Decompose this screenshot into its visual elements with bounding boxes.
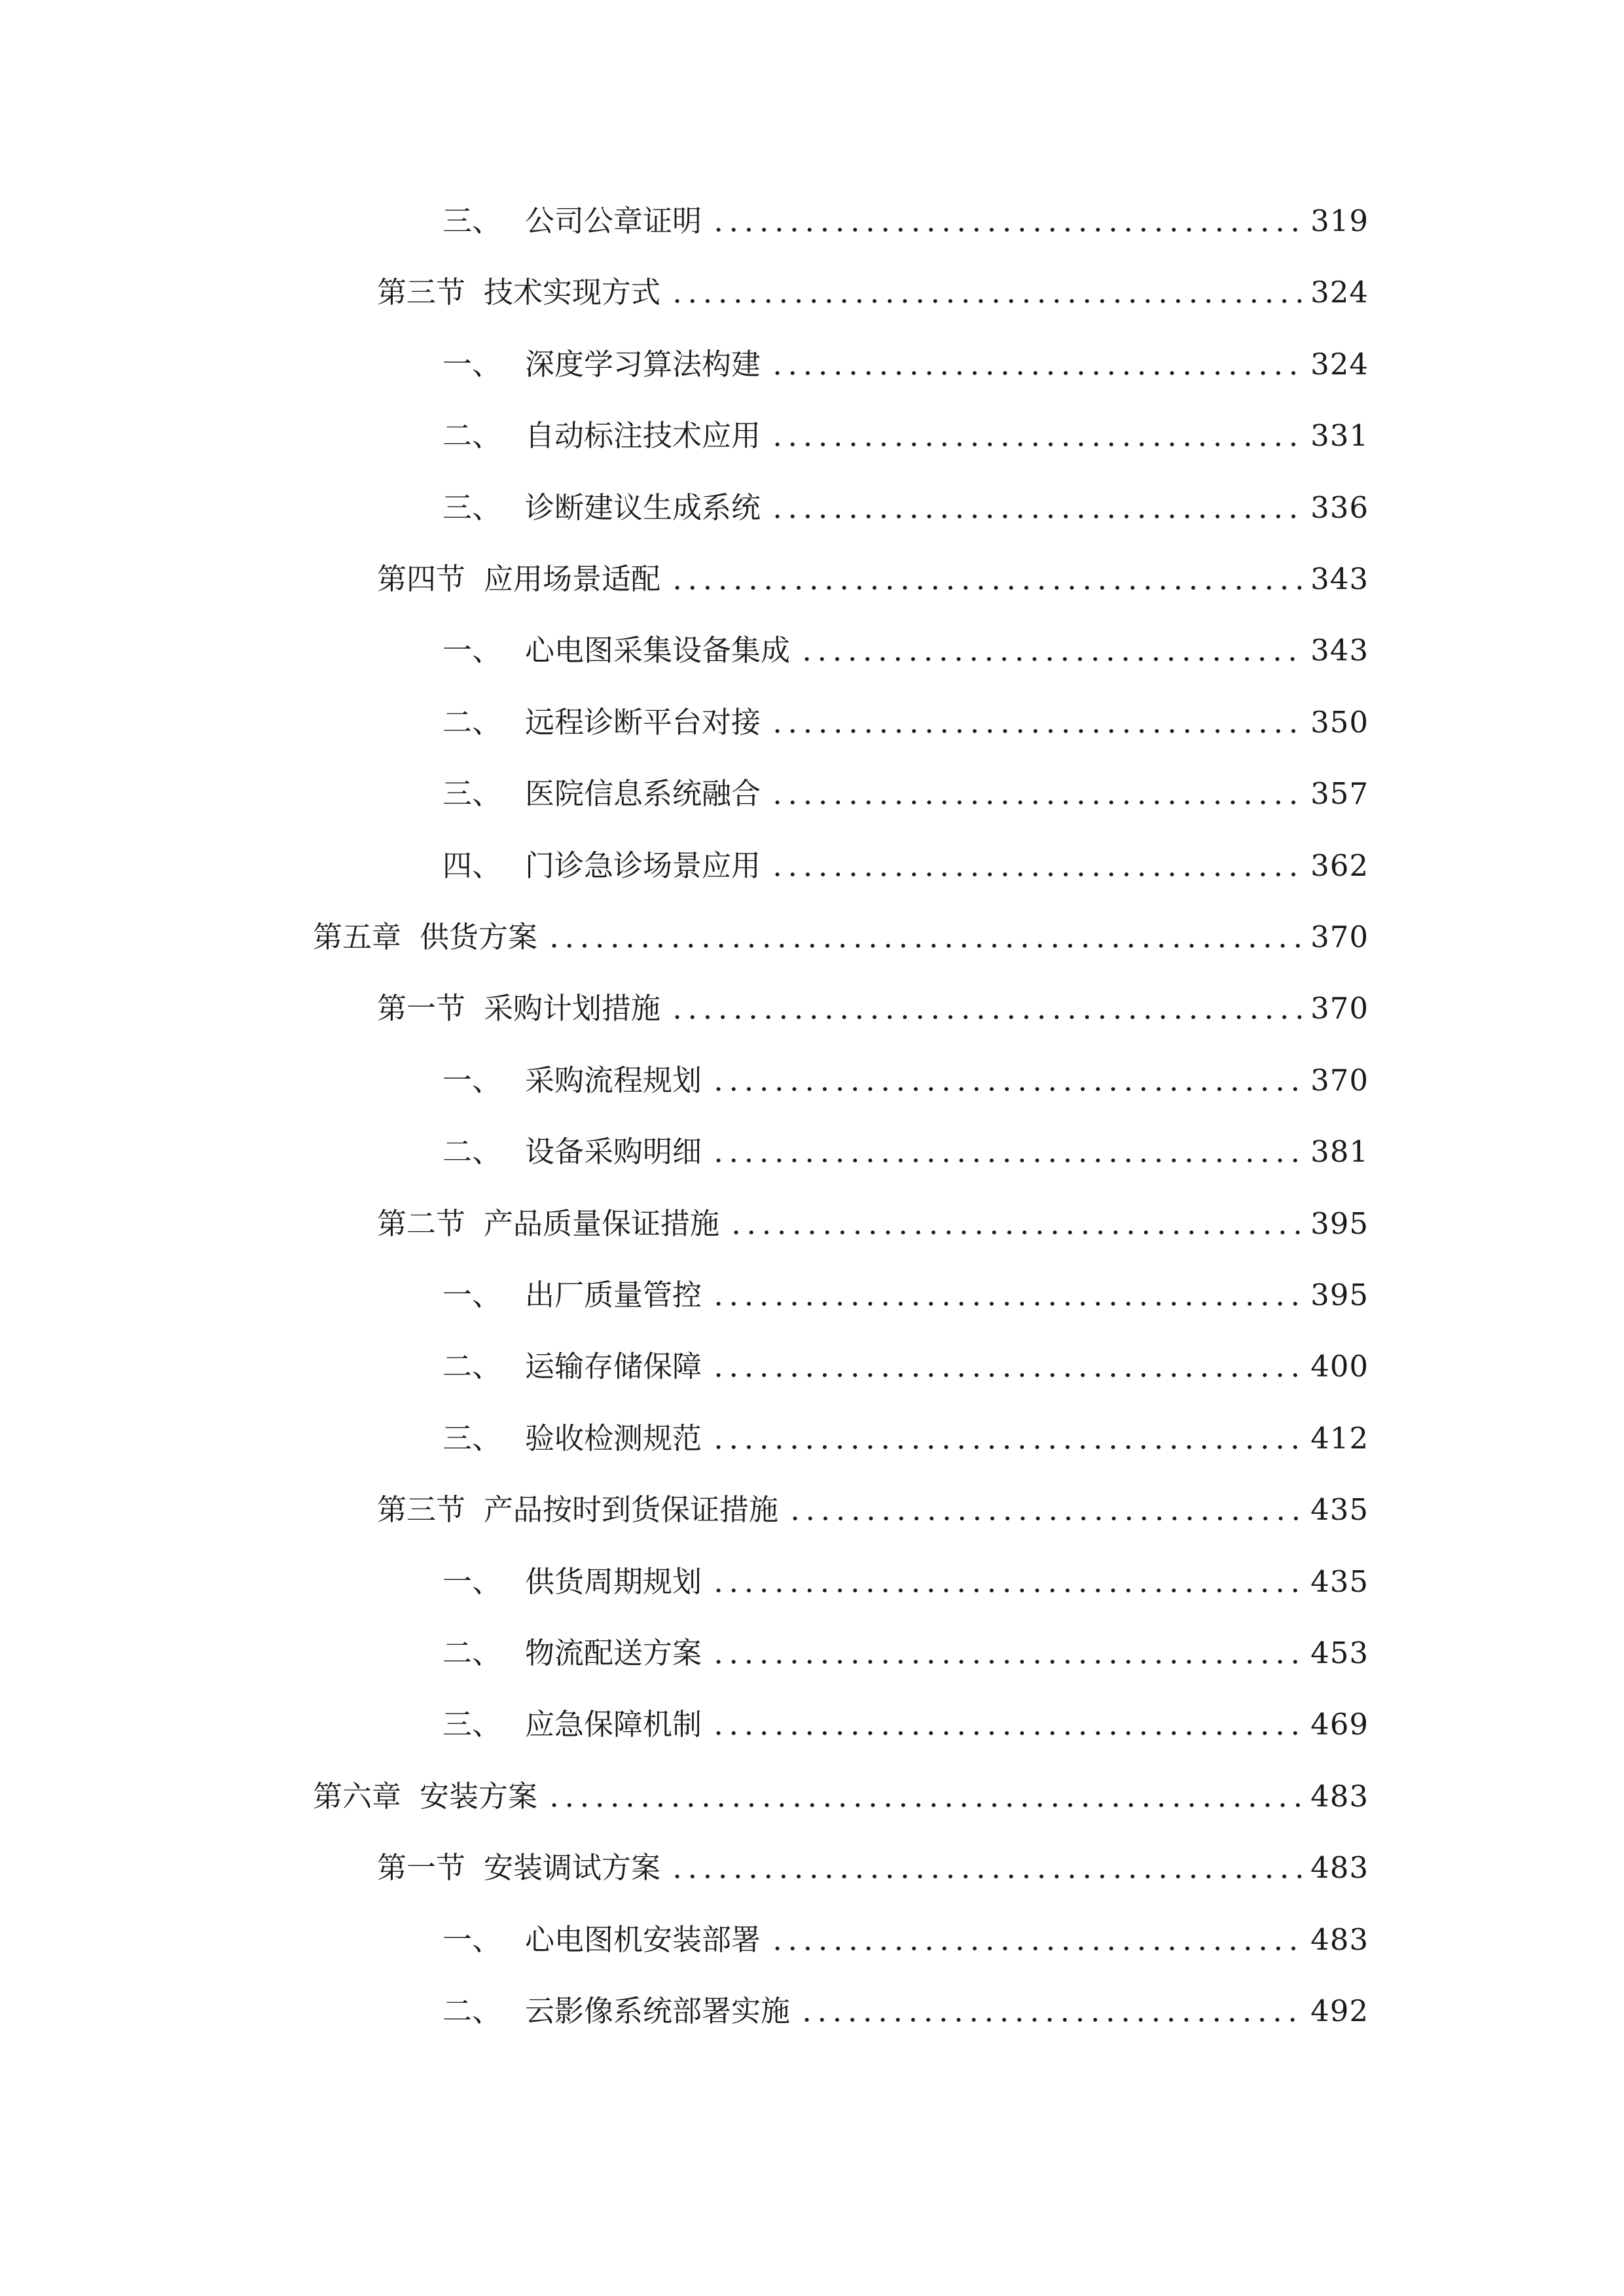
toc-entry-label [442,202,702,241]
toc-entry-label [313,1777,537,1816]
toc-dot-leader [787,1515,1301,1522]
toc-page-number: 483 [1310,1778,1369,1814]
toc-entry-title: 技术实现方式 [484,275,661,310]
toc-entry-title: 供货周期规划 [525,1564,702,1599]
toc-entry-label [442,1992,790,2031]
toc-page-number: 370 [1310,920,1369,954]
toc-entry-prefix: 二、 [442,1349,502,1384]
toc-entry[interactable] [442,623,1369,670]
toc-entry[interactable] [442,408,1369,456]
toc-entry-label [442,1705,702,1744]
toc-page-number: 469 [1310,1707,1369,1742]
toc-entry-label [442,1634,702,1673]
toc-dot-leader [770,370,1301,376]
toc-entry-prefix: 第三节 [377,1492,466,1528]
toc-entry[interactable] [442,1411,1369,1458]
toc-entry-label [442,488,761,528]
toc-page-number: 492 [1310,1994,1369,2028]
toc-entry-label [442,774,761,814]
toc-entry-label [442,416,761,456]
toc-page-number: 343 [1310,562,1369,596]
toc-entry-title: 安装方案 [420,1778,538,1814]
toc-entry-title: 自动标注技术应用 [525,418,761,454]
toc-entry-title: 采购计划措施 [484,991,661,1026]
toc-entry[interactable] [442,695,1369,742]
toc-entry-prefix: 三、 [442,1707,502,1742]
toc-dot-leader [711,1372,1301,1378]
toc-entry-prefix: 二、 [442,1636,502,1670]
toc-dot-leader [770,728,1301,734]
toc-entry[interactable] [442,1554,1369,1602]
toc-entry-label [442,1061,702,1100]
toc-entry-label [377,273,660,312]
toc-entry-title: 应急保障机制 [525,1707,702,1742]
toc-entry-label [377,560,660,599]
toc-entry-prefix: 第五章 [313,920,402,954]
toc-entry[interactable] [442,194,1369,241]
toc-entry[interactable] [442,337,1369,384]
toc-entry-label [377,1490,778,1530]
toc-entry[interactable] [377,552,1369,599]
toc-entry-prefix: 三、 [442,776,502,812]
toc-page-number: 362 [1310,848,1369,883]
toc-entry-title: 产品质量保证措施 [484,1206,720,1241]
toc-page-number: 395 [1310,1206,1369,1241]
toc-entry[interactable] [442,1697,1369,1744]
toc-page-number: 331 [1310,418,1369,454]
toc-entry-title: 运输存储保障 [525,1349,702,1384]
toc-dot-leader [770,513,1301,520]
toc-entry-prefix: 一、 [442,1922,502,1957]
toc-page-number: 435 [1310,1564,1369,1599]
toc-entry-label [442,1347,702,1386]
toc-entry-title: 出厂质量管控 [525,1278,702,1312]
toc-entry-title: 云影像系统部署实施 [525,1994,791,2028]
toc-dot-leader [711,1300,1301,1307]
toc-page-number: 324 [1310,275,1369,310]
toc-dot-leader [670,1014,1301,1020]
toc-dot-leader [711,1730,1301,1736]
toc-dot-leader [711,1157,1301,1164]
toc-entry-title: 诊断建议生成系统 [525,490,761,525]
toc-dot-leader [770,871,1301,878]
toc-entry-label [442,703,761,742]
toc-entry-title: 心电图机安装部署 [525,1922,761,1957]
toc-page-number: 343 [1310,633,1369,668]
toc-entry-prefix: 一、 [442,1062,502,1098]
toc-entry-title: 物流配送方案 [525,1636,702,1670]
toc-page-number: 324 [1310,346,1369,382]
toc-entry[interactable] [442,1268,1369,1315]
toc-entry-title: 供货方案 [420,920,538,954]
toc-entry-prefix: 三、 [442,1420,502,1456]
toc-entry-label [442,1419,702,1458]
toc-entry-label [313,918,537,957]
toc-page-number: 483 [1310,1922,1369,1957]
toc-entry-label [442,631,790,670]
toc-entry-prefix: 四、 [442,848,502,883]
toc-page-number: 370 [1310,1062,1369,1098]
toc-entry-label [442,1276,702,1315]
toc-page-number: 483 [1310,1850,1369,1886]
toc-entry-title: 设备采购明细 [525,1134,702,1170]
toc-dot-leader [770,441,1301,448]
toc-entry-prefix: 第二节 [377,1206,466,1241]
toc-entry-prefix: 一、 [442,1278,502,1312]
toc-dot-leader [799,656,1301,662]
toc-entry-title: 深度学习算法构建 [525,346,761,382]
toc-page-number: 381 [1310,1134,1369,1170]
toc-dot-leader [711,1086,1301,1092]
toc-entry-prefix: 二、 [442,704,502,740]
toc-entry-prefix: 一、 [442,633,502,668]
toc-entry-label [377,989,660,1028]
toc-entry-prefix: 二、 [442,1994,502,2028]
toc-entry-label [442,1132,702,1172]
toc-entry[interactable] [442,480,1369,528]
toc-entry[interactable] [442,1053,1369,1100]
toc-entry-prefix: 二、 [442,418,502,454]
toc-entry-prefix: 一、 [442,1564,502,1599]
toc-entry-label [377,1204,719,1244]
toc-entry[interactable] [442,766,1369,814]
toc-entry[interactable] [442,838,1369,886]
toc-dot-leader [670,298,1301,304]
toc-entry-label [442,345,761,384]
toc-page-number: 400 [1310,1349,1369,1384]
toc-entry-prefix: 三、 [442,204,502,238]
toc-dot-leader [711,1444,1301,1450]
toc-page-number: 435 [1310,1492,1369,1528]
toc-entry[interactable] [442,1912,1369,1960]
toc-page-number: 453 [1310,1636,1369,1670]
toc-entry-title: 采购流程规划 [525,1062,702,1098]
toc-entry-label [442,846,761,886]
toc-entry-prefix: 三、 [442,490,502,525]
toc-entry-title: 产品按时到货保证措施 [484,1492,779,1528]
toc-entry-title: 心电图采集设备集成 [525,633,791,668]
toc-entry[interactable] [442,1984,1369,2031]
toc-dot-leader [770,799,1301,806]
toc-entry-title: 门诊急诊场景应用 [525,848,761,883]
toc-page-number: 319 [1310,204,1369,238]
toc-dot-leader [547,1802,1301,1808]
toc-entry[interactable] [313,910,1369,957]
toc-entry-label [442,1562,702,1602]
toc-entry[interactable] [442,1626,1369,1673]
toc-dot-leader [670,1873,1301,1880]
toc-page-number: 370 [1310,991,1369,1026]
toc-entry-prefix: 第一节 [377,991,466,1026]
toc-page-number: 412 [1310,1420,1369,1456]
toc-page-number: 357 [1310,776,1369,812]
toc-entry-prefix: 二、 [442,1134,502,1170]
toc-entry-prefix: 第六章 [313,1778,402,1814]
toc-dot-leader [711,1587,1301,1594]
toc-entry-title: 安装调试方案 [484,1850,661,1886]
toc-entry[interactable] [442,1339,1369,1386]
toc-entry[interactable] [313,1769,1369,1816]
toc-entry[interactable] [377,265,1369,312]
toc-entry-title: 应用场景适配 [484,562,661,596]
toc-dot-leader [711,1659,1301,1665]
toc-entry-title: 医院信息系统融合 [525,776,761,812]
toc-dot-leader [770,1945,1301,1952]
toc-dot-leader [711,226,1301,233]
toc-page-number: 395 [1310,1278,1369,1312]
toc-entry[interactable] [377,1482,1369,1530]
toc-entry-title: 公司公章证明 [525,204,702,238]
toc-entry-title: 验收检测规范 [525,1420,702,1456]
toc-entry[interactable] [377,1840,1369,1888]
toc-entry[interactable] [377,981,1369,1028]
toc-dot-leader [547,942,1301,949]
toc-entry-label [442,1920,761,1960]
toc-dot-leader [799,2017,1301,2023]
toc-entry-prefix: 第一节 [377,1850,466,1886]
toc-entry-prefix: 一、 [442,346,502,382]
toc-entry-prefix: 第四节 [377,562,466,596]
toc-entry-label [377,1848,660,1888]
toc-dot-leader [729,1229,1301,1236]
toc-dot-leader [670,584,1301,591]
toc-page-number: 336 [1310,490,1369,525]
toc-entry-title: 远程诊断平台对接 [525,704,761,740]
toc-page-number: 350 [1310,704,1369,740]
toc-entry-prefix: 第三节 [377,275,466,310]
toc-entry[interactable] [442,1124,1369,1172]
toc-entry[interactable] [377,1196,1369,1244]
